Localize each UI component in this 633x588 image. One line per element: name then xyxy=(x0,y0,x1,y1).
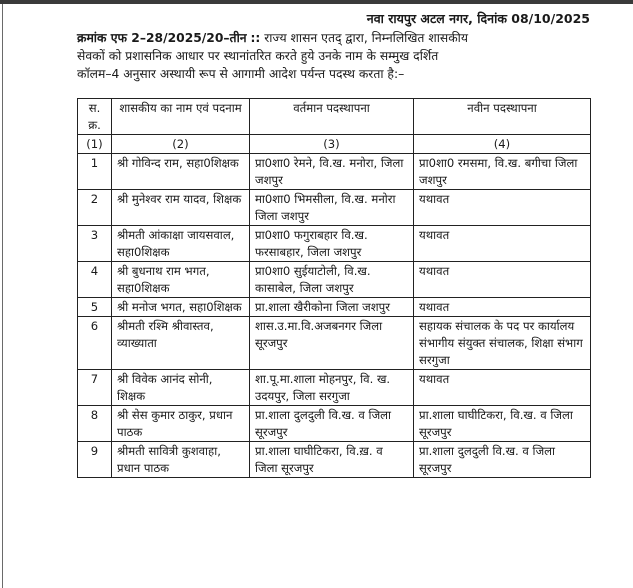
column-number: (3) xyxy=(250,135,414,154)
new-posting-cell: यथावत xyxy=(414,370,591,406)
serial-cell: 1 xyxy=(78,154,112,190)
table-row xyxy=(78,317,591,370)
serial-cell: 6 xyxy=(78,317,112,370)
left-border xyxy=(2,4,3,588)
column-number: (4) xyxy=(414,135,591,154)
top-border xyxy=(0,0,633,4)
current-posting-cell: शास.उ.मा.वि.अजबनगर जिला सूरजपुर xyxy=(250,317,414,370)
new-posting-cell: यथावत xyxy=(414,226,591,262)
name-cell: श्री सेस कुमार ठाकुर, प्रधान पाठक xyxy=(112,406,250,442)
table-row xyxy=(78,226,591,262)
serial-cell: 8 xyxy=(78,406,112,442)
new-posting-cell: सहायक संचालक के पद पर कार्यालय संभागीय संयुक्त संचालक, शिक्षा संभाग सरगुजा xyxy=(414,317,591,370)
current-posting-cell: प्रा.शाला दुलदुली वि.ख. व जिला सूरजपुर xyxy=(250,406,414,442)
table-row xyxy=(78,406,591,442)
new-posting-cell: प्रा.शाला दुलदुली वि.ख. व जिला सूरजपुर xyxy=(414,442,591,478)
table-row xyxy=(78,262,591,298)
new-posting-cell: यथावत xyxy=(414,298,591,317)
header-serial: स. क्र. xyxy=(78,99,112,135)
table-row xyxy=(78,298,591,317)
serial-cell: 5 xyxy=(78,298,112,317)
order-line-1 xyxy=(77,29,590,47)
table-row xyxy=(78,154,591,190)
name-cell: श्रीमती सावित्री कुशवाहा, प्रधान पाठक xyxy=(112,442,250,478)
new-posting-cell: यथावत xyxy=(414,262,591,298)
current-posting-cell: प्रा0शा0 रेमने, वि.ख. मनोरा, जिला जशपुर xyxy=(250,154,414,190)
new-posting-cell: प्रा.शाला घाघीटिकरा, वि.ख. व जिला सूरजपुर xyxy=(414,406,591,442)
order-paragraph xyxy=(77,29,590,83)
table-row xyxy=(78,190,591,226)
header-name-designation: शासकीय का नाम एवं पदनाम xyxy=(112,99,250,135)
place-date-line: नवा रायपुर अटल नगर, दिनांक 08/10/2025 xyxy=(366,11,590,26)
name-cell: श्री मुनेश्वर राम यादव, शिक्षक xyxy=(112,190,250,226)
name-cell: श्री विवेक आनंद सोनी, शिक्षक xyxy=(112,370,250,406)
current-posting-cell: प्रा0शा0 फगुराबहार वि.ख. फरसाबहार, जिला जशपुर xyxy=(250,226,414,262)
order-body-line-3: कॉलम–4 अनुसार अस्थायी रूप से आगामी आदेश पर्यन्त पदस्थ करता है:– xyxy=(77,67,405,81)
current-posting-cell: मा0शा0 भिमसीला, वि.ख. मनोरा जिला जशपुर xyxy=(250,190,414,226)
name-cell: श्री बुधनाथ राम भगत, सहा0शिक्षक xyxy=(112,262,250,298)
table-row xyxy=(78,442,591,478)
current-posting-cell: प्रा.शाला खैरीकोना जिला जशपुर xyxy=(250,298,414,317)
name-cell: श्री मनोज भगत, सहा0शिक्षक xyxy=(112,298,250,317)
serial-cell: 9 xyxy=(78,442,112,478)
new-posting-cell: यथावत xyxy=(414,190,591,226)
name-cell: श्रीमती आंकाक्षा जायसवाल, सहा0शिक्षक xyxy=(112,226,250,262)
new-posting-cell: प्रा0शा0 रमसमा, वि.ख. बगीचा जिला जशपुर xyxy=(414,154,591,190)
column-number-row xyxy=(78,135,591,154)
table-row xyxy=(78,370,591,406)
current-posting-cell: प्रा.शाला घाघीटिकरा, वि.ख़. व जिला सूरजपुर xyxy=(250,442,414,478)
transfer-table xyxy=(77,98,591,478)
current-posting-cell: शा.पू.मा.शाला मोहनपुर, वि. ख. उदयपुर, जिला सरगुजा xyxy=(250,370,414,406)
order-separator: :: xyxy=(250,31,261,45)
column-number: (2) xyxy=(112,135,250,154)
order-reference: क्रमांक एफ 2–28/2025/20–तीन xyxy=(77,31,247,45)
header-new-posting: नवीन पदस्थापना xyxy=(414,99,591,135)
name-cell: श्रीमती रश्मि श्रीवास्तव, व्याख्याता xyxy=(112,317,250,370)
order-body-line-2: सेवकों को प्रशासनिक आधार पर स्थानांतरित करते हुये उनके नाम के सम्मुख दर्शित xyxy=(77,49,439,63)
column-number: (1) xyxy=(78,135,112,154)
table-header-row xyxy=(78,99,591,135)
serial-cell: 2 xyxy=(78,190,112,226)
serial-cell: 3 xyxy=(78,226,112,262)
serial-cell: 7 xyxy=(78,370,112,406)
header-current-posting: वर्तमान पदस्थापना xyxy=(250,99,414,135)
name-cell: श्री गोविन्द राम, सहा0शिक्षक xyxy=(112,154,250,190)
current-posting-cell: प्रा0शा0 सुईयाटोली, वि.ख. कासाबेल, जिला जशपुर xyxy=(250,262,414,298)
order-body-line-1: राज्य शासन एतद् द्वारा, निम्नलिखित शासकीय xyxy=(264,31,468,45)
serial-cell: 4 xyxy=(78,262,112,298)
